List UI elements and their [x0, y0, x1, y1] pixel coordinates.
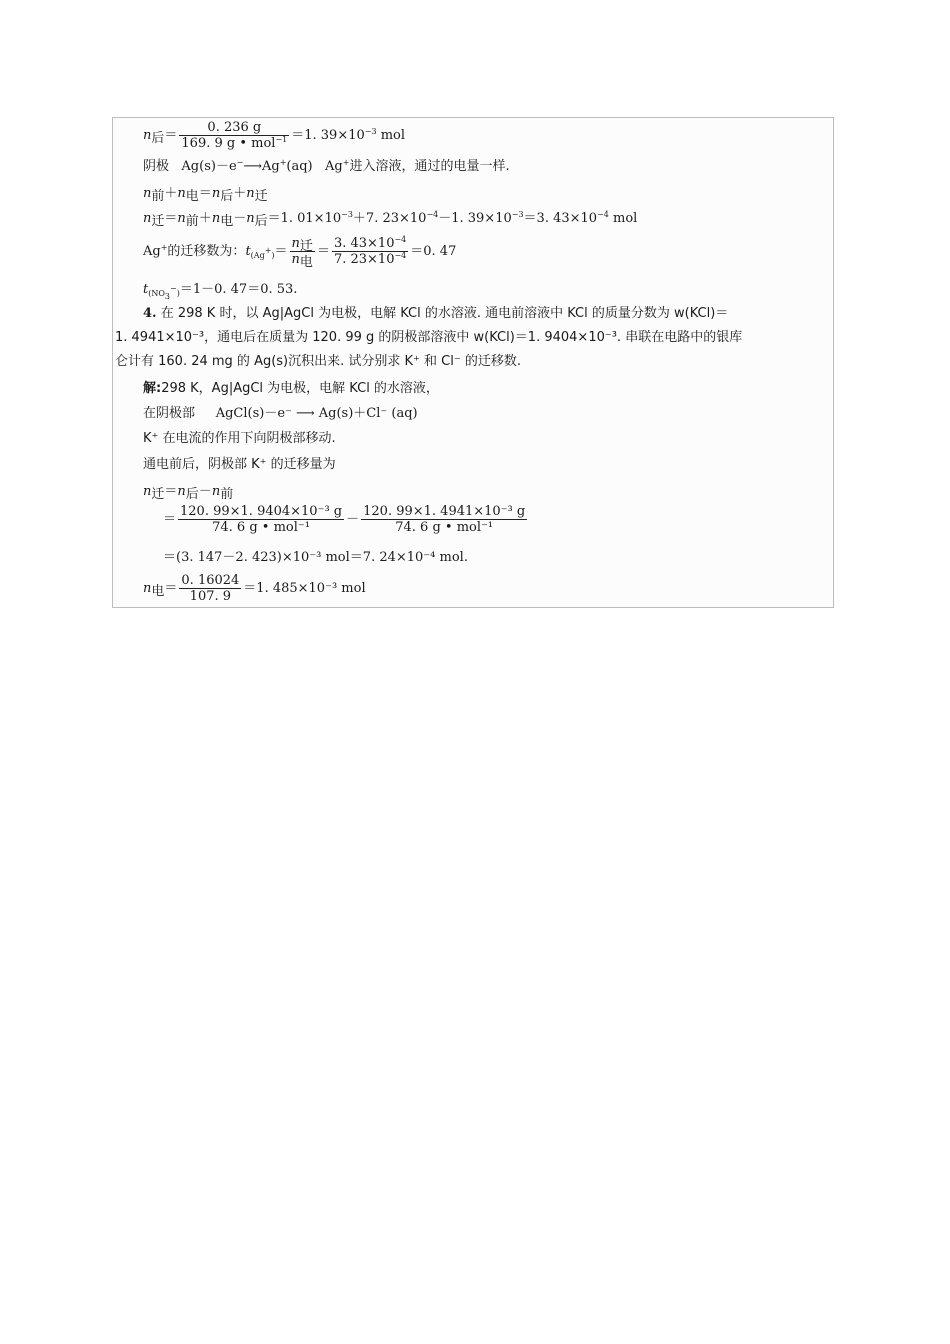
solution-line-6: ＝ $\frac{\text{120. 99×1. 9404×10⁻³ g}}{\text{74. 6 g • mol⁻¹}}$ － $\frac{\text{120. 99×1. 4941×10⁻³ g}}{\text{74. 6 g • mol⁻¹}}$: [163, 504, 526, 535]
solution-line-8: $n_电=$ $\frac{0. 16024}{107. 9}$ ＝1. 485×10⁻³ mol: [143, 573, 366, 604]
solution-line-7: ＝(3. 147－2. 423)×10⁻³ mol＝7. 24×10⁻⁴ mol.: [163, 550, 468, 565]
fraction: $\frac{0. 236 g}{169. 9 g • mol^{-1}}$: [181, 120, 288, 151]
question-4-line-2: 1. 4941×10⁻³，通电后在质量为 120. 99 g 的阴极部溶液中 w(KCl)＝1. 9404×10⁻³. 串联在电路中的银库: [115, 330, 743, 345]
transference-number-ag: Ag+的迁移数为：$t_{(Ag^+)}=$ $\frac{n_迁}{n_电}$ ＝ $\frac{3. 43\times 10^{-4}}{7. 23\times 10^{-4}}$ ＝0. 47: [143, 235, 457, 270]
question-4-line-3: 仑计有 160. 24 mg 的 Ag(s)沉积出来. 试分别求 K⁺ 和 Cl⁻ 的迁移数.: [115, 354, 521, 369]
transference-number-no3: $t_{(NO_3^-)}=1-0$. 47＝0. 53.: [143, 282, 298, 301]
scanned-page-excerpt: [112, 117, 834, 608]
solution-line-3: K⁺ 在电流的作用下向阴极部移动.: [143, 431, 336, 446]
equation-n-after: $n_后=$ $\frac{0. 236 g}{169. 9 g • mol^{-1}}$ ＝1. $39\times 10^{-3}$ mol: [143, 120, 406, 151]
solution-line-2: 在阴极部 AgCl(s)－e⁻ ⟶ Ag(s)＋Cl⁻ (aq): [143, 406, 418, 421]
migration-equation: $n_迁=n_前+n_电-n_后=1$. $01\times 10^{-3}+7$. $23\times 10^{-4}-1$. $39\times 10^{-3}=3$. $43\times 10^{-4}$ mol: [143, 210, 638, 229]
balance-equation: $n_前+n_电=n_后+n_迁$: [143, 186, 268, 204]
solution-line-5: $n_迁=n_后-n_前$: [143, 484, 234, 502]
solution-line-4: 通电前后，阴极部 K⁺ 的迁移量为: [143, 457, 336, 472]
cathode-reaction-line: 阴极 Ag(s)－e−⟶Ag+(aq) Ag+进入溶液，通过的电量一样.: [143, 158, 510, 174]
question-4-line-1: 4. 在 298 K 时，以 Ag|AgCl 为电极，电解 KCl 的水溶液. 通电前溶液中 KCl 的质量分数为 w(KCl)＝: [143, 306, 729, 321]
solution-line-1: 解:298 K，Ag|AgCl 为电极，电解 KCl 的水溶液，: [143, 381, 439, 396]
